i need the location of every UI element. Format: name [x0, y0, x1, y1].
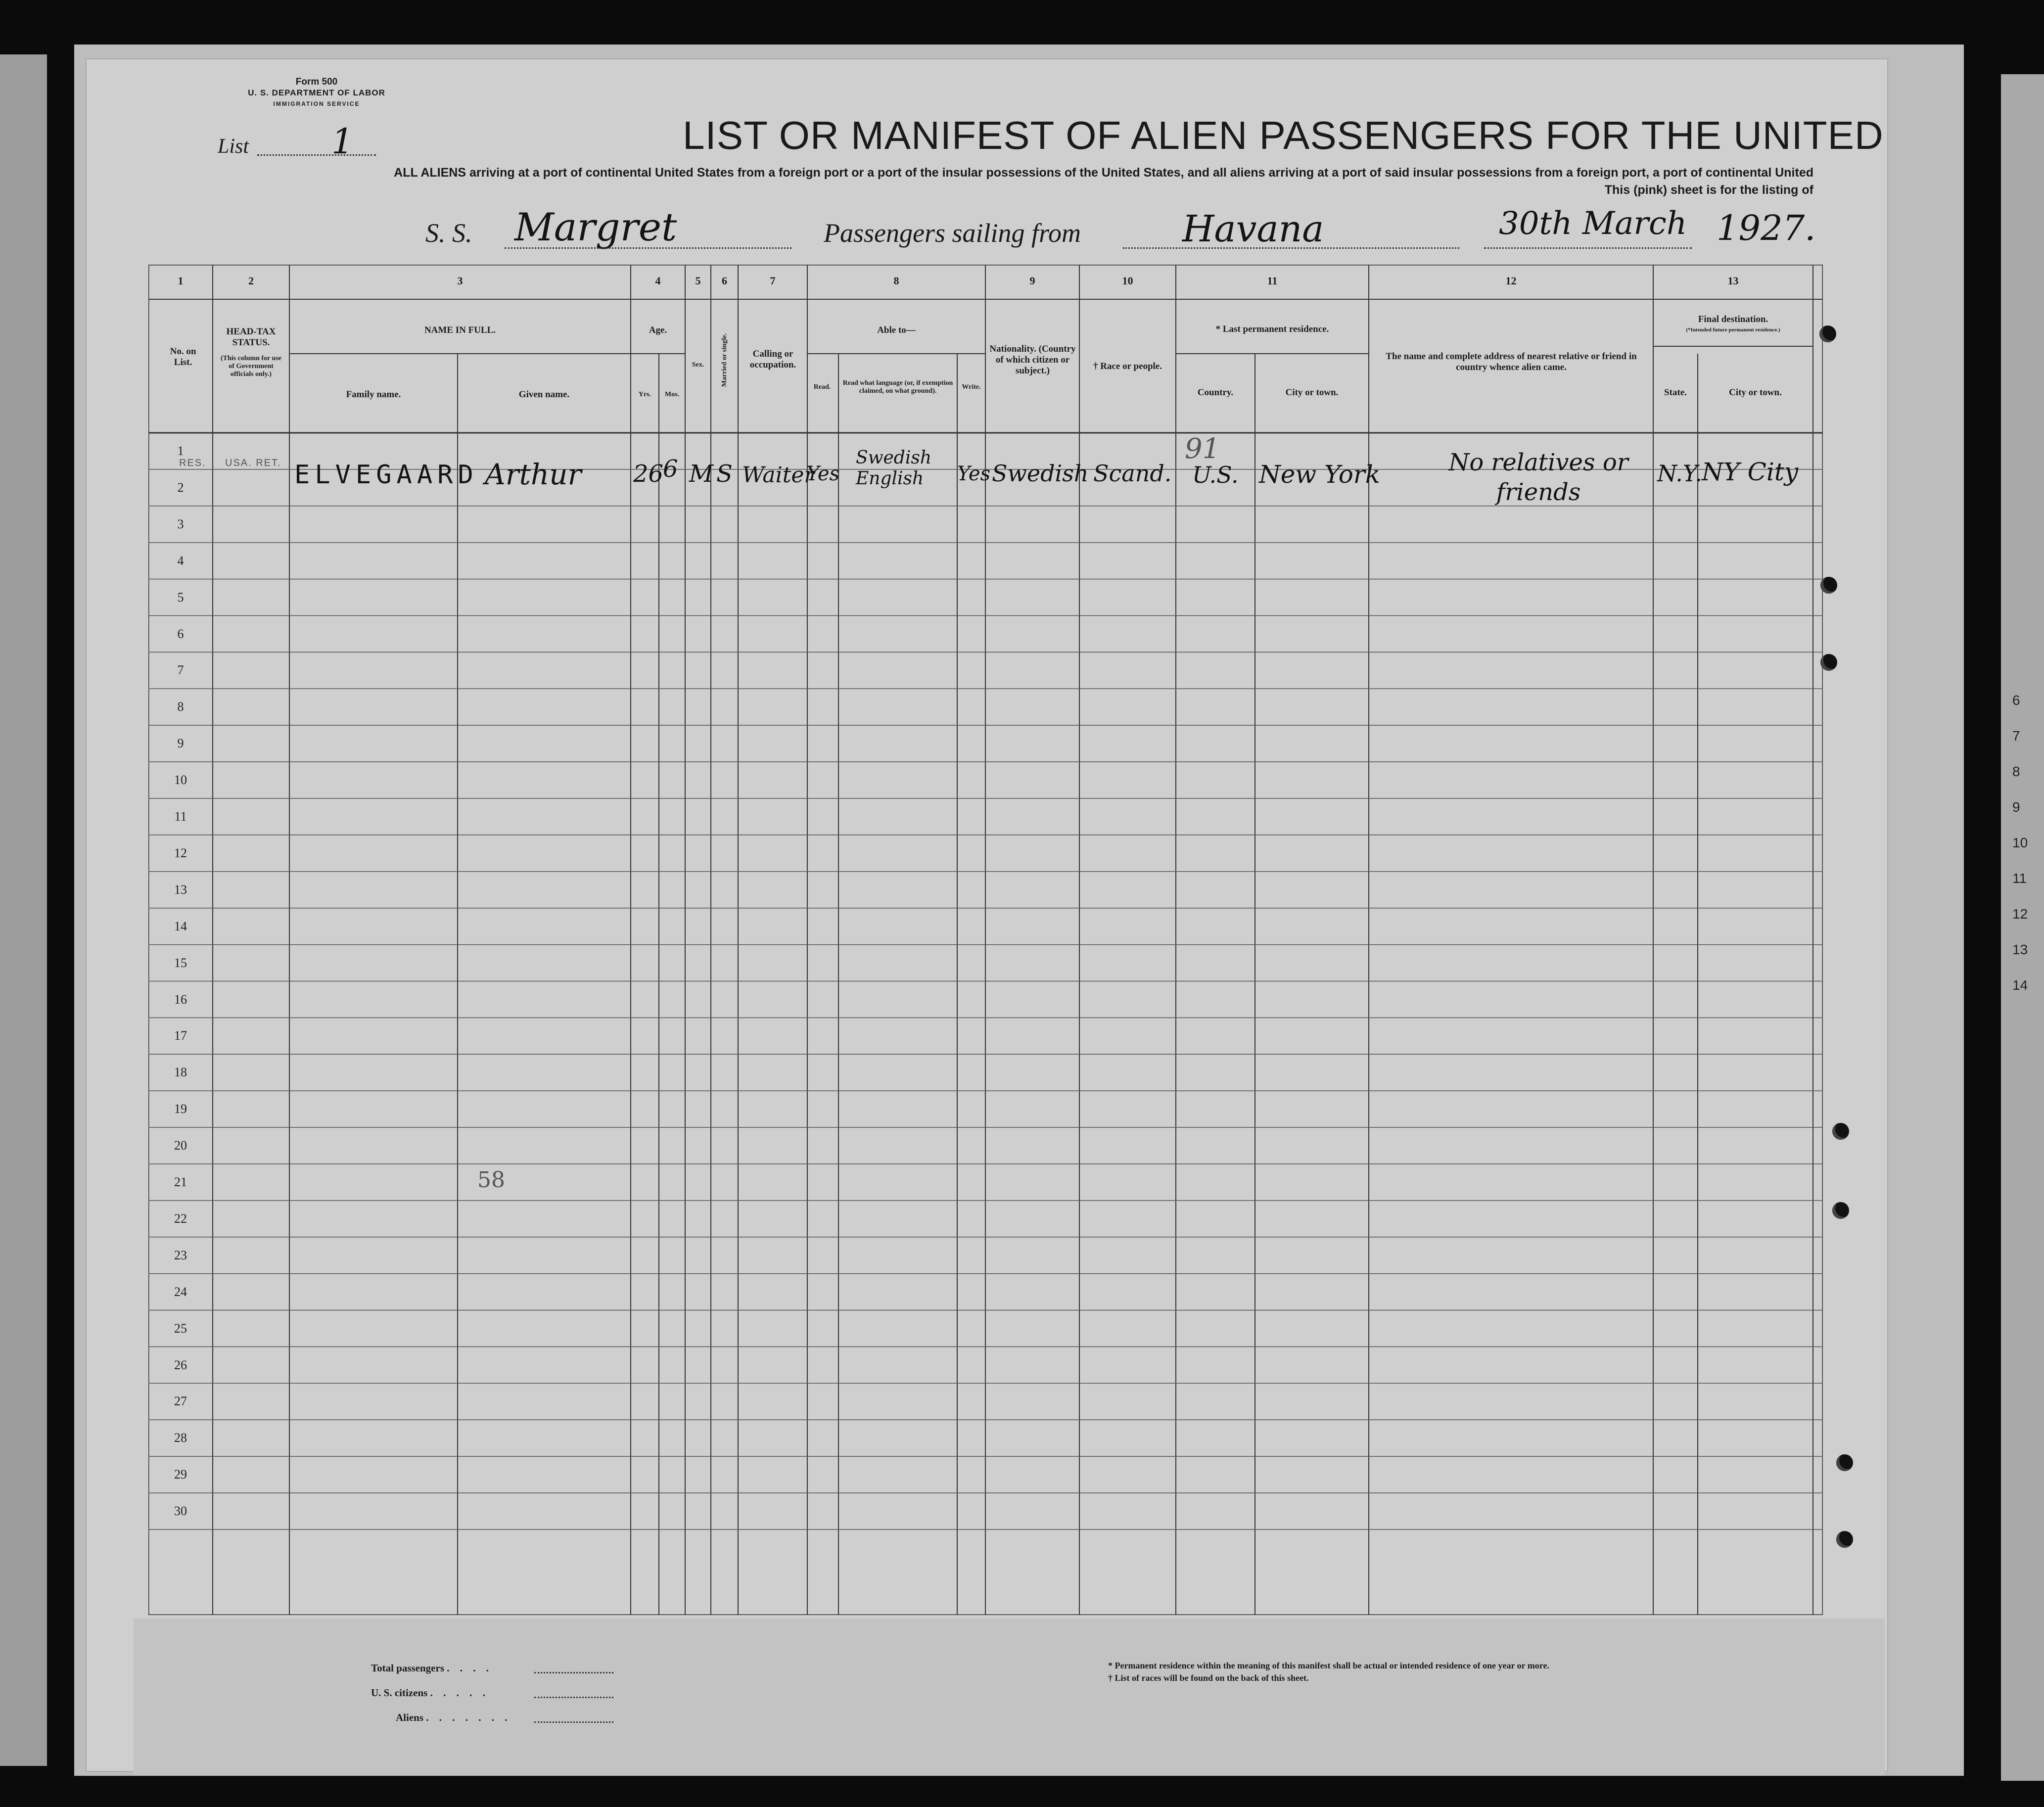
ship-name: Margret [514, 205, 677, 250]
row-number: 27 [174, 1394, 187, 1409]
entry-relative: No relatives or friends [1448, 449, 1628, 506]
header-family-name: Family name. [346, 389, 401, 400]
entry-country: U.S. [1192, 462, 1239, 488]
row-number: 24 [174, 1284, 187, 1299]
row-number: 4 [177, 553, 184, 568]
row-number: 17 [174, 1028, 187, 1043]
row-number: 26 [174, 1357, 187, 1372]
row-number: 11 [174, 809, 187, 824]
usa-ret-stamp: USA. RET. [225, 458, 281, 468]
row-number: 8 [177, 699, 184, 714]
adjacent-row-number: 7 [2012, 728, 2020, 743]
header-write: Write. [962, 383, 981, 391]
col-number-8: 8 [893, 275, 899, 287]
row-number: 20 [174, 1138, 187, 1153]
departure-port: Havana [1182, 208, 1324, 250]
header-calling: Calling or occupation. [749, 349, 796, 370]
entry-nationality: Swedish [992, 460, 1089, 487]
adjacent-row-number: 10 [2012, 835, 2028, 850]
punch-hole [1832, 1123, 1849, 1140]
row-number: 30 [174, 1504, 187, 1519]
header-read-language: Read what language (or, if exemption claimed, on what ground). [842, 379, 953, 395]
row-number: 19 [174, 1102, 187, 1116]
entry-given-name: Arthur [485, 458, 582, 491]
adjacent-page-right [2001, 74, 2044, 1781]
col-number-11: 11 [1267, 275, 1278, 287]
form-identification [218, 77, 416, 109]
adjacent-row-number: 14 [2012, 977, 2028, 993]
row-number: 29 [174, 1467, 187, 1482]
punch-hole [1832, 1202, 1849, 1219]
row-number: 7 [177, 663, 184, 678]
entry-occupation: Waiter [742, 463, 815, 488]
row-number: 21 [174, 1175, 187, 1189]
footer-total-passengers: Total passengers . . . . [371, 1662, 493, 1674]
manifest-table [148, 265, 1823, 1615]
footnote-residence: * Permanent residence within the meaning of this manifest shall be actual or intended residence of one year or more. [1108, 1661, 1549, 1670]
list-number: 1 [331, 121, 354, 162]
row-number: 22 [174, 1211, 187, 1226]
col-number-2: 2 [248, 275, 254, 287]
row-number: 28 [174, 1431, 187, 1445]
row-number: 6 [177, 626, 184, 641]
header-age: Age. [649, 325, 667, 335]
res-stamp: RES. [179, 458, 206, 468]
row-number: 5 [177, 590, 184, 604]
col-number-4: 4 [655, 275, 661, 287]
entry-age-years: 26 [633, 460, 664, 488]
header-nationality: Nationality. (Country of which citizen or subject.) [989, 344, 1076, 376]
adjacent-page-left [0, 54, 47, 1766]
departure-date: 30th March [1499, 205, 1687, 242]
row-number: 18 [174, 1065, 187, 1080]
row-number: 16 [174, 992, 187, 1007]
footnote-races: † List of races will be found on the back of this sheet. [1108, 1673, 1309, 1683]
row-number: 2 [177, 480, 184, 495]
row-number: 12 [174, 845, 187, 860]
aliens-label: Aliens [396, 1712, 424, 1723]
margin-mark: 58 [477, 1167, 505, 1193]
row-number: 23 [174, 1248, 187, 1262]
punch-hole [1820, 577, 1837, 594]
header-married-single: Married or single. [721, 333, 728, 387]
footer-aliens: Aliens . . . . . . . [396, 1712, 511, 1723]
total-passengers-label: Total passengers [371, 1662, 444, 1674]
col-number-13: 13 [1727, 275, 1739, 287]
header-relative: The name and complete address of nearest relative or friend in country whence alien came. [1386, 351, 1637, 372]
adjacent-row-number: 11 [2012, 871, 2027, 886]
page-title: LIST OR MANIFEST OF ALIEN PASSENGERS FOR THE UNITED [683, 113, 1884, 157]
footer-us-citizens: U. S. citizens . . . . . [371, 1687, 489, 1699]
service-name: IMMIGRATION SERVICE [273, 100, 360, 107]
header-sex: Sex. [692, 361, 704, 369]
sailing-label: Passengers sailing from [824, 218, 1081, 248]
punch-hole [1836, 1454, 1853, 1471]
col-number-5: 5 [695, 275, 701, 287]
header-final-destination: Final destination. [1698, 314, 1768, 324]
entry-marital-status: S [716, 460, 733, 488]
header-race: † Race or people. [1093, 361, 1162, 371]
instructions-line-1: ALL ALIENS arriving at a port of continental United States from a foreign port or a port of the insular possessions of the United States, and all aliens arriving at a port of said insular possessions from a foreign port, a port of continental United [394, 166, 1813, 180]
header-able-to: Able to— [877, 325, 916, 335]
adjacent-row-number: 6 [2012, 693, 2020, 708]
date-line [1484, 247, 1692, 249]
header-name-in-full: NAME IN FULL. [424, 325, 496, 335]
aliens-line [534, 1721, 613, 1723]
us-citizens-label: U. S. citizens [371, 1687, 428, 1699]
header-given-name: Given name. [518, 389, 570, 400]
instructions-line-2: This (pink) sheet is for the listing of [1604, 183, 1813, 197]
header-read: Read. [813, 383, 831, 391]
ship-prefix: S. S. [425, 218, 472, 248]
row-number: 3 [177, 516, 184, 531]
entry-age-months: 6 [663, 455, 678, 483]
header-age-mos: Mos. [664, 391, 680, 398]
adjacent-row-number: 9 [2012, 799, 2020, 815]
departure-year: 1927. [1717, 208, 1816, 248]
entry-annotation: 91 [1185, 433, 1220, 465]
col-number-7: 7 [770, 275, 776, 287]
header-final-note: (*Intended future permanent residence.) [1686, 327, 1780, 333]
header-age-yrs: Yrs. [638, 391, 651, 398]
entry-write: Yes [957, 463, 991, 485]
row-number: 1 [177, 444, 184, 458]
entry-family-name: ELVEGAARD [294, 460, 478, 490]
header-head-tax: HEAD-TAX STATUS. [226, 326, 276, 348]
row-number: 13 [174, 882, 187, 897]
us-citizens-line [534, 1697, 613, 1698]
entry-language: Swedish English [856, 448, 931, 489]
row-number: 14 [174, 919, 187, 933]
row-number: 9 [177, 736, 184, 751]
list-number-line [257, 154, 376, 156]
header-last-residence: * Last permanent residence. [1215, 324, 1329, 334]
col-number-1: 1 [178, 275, 184, 287]
entry-dest-city: NY City [1702, 458, 1799, 486]
col-number-10: 10 [1122, 275, 1133, 287]
header-dest-city: City or town. [1729, 387, 1782, 398]
col-number-9: 9 [1029, 275, 1035, 287]
adjacent-row-number: 13 [2012, 942, 2028, 957]
agency-name: U. S. DEPARTMENT OF LABOR [248, 88, 385, 97]
row-number: 15 [174, 955, 187, 970]
adjacent-row-number: 12 [2012, 906, 2028, 922]
list-label: List [218, 135, 249, 158]
punch-hole [1836, 1531, 1853, 1548]
entry-state: N.Y. [1657, 460, 1702, 487]
header-country: Country. [1197, 387, 1234, 398]
row-number: 10 [174, 773, 187, 788]
row-number: 25 [174, 1321, 187, 1336]
adjacent-row-number: 8 [2012, 764, 2020, 779]
entry-sex: M [689, 460, 714, 488]
ship-name-line [505, 247, 791, 249]
header-head-tax-note: (This column for use of Government officials only.) [220, 355, 282, 378]
punch-hole [1820, 654, 1837, 671]
form-number: Form 500 [295, 77, 338, 87]
header-state: State. [1664, 387, 1687, 398]
col-number-6: 6 [722, 275, 727, 287]
total-passengers-line [534, 1672, 613, 1673]
entry-race: Scand. [1093, 460, 1172, 487]
col-number-3: 3 [457, 275, 463, 287]
col-number-12: 12 [1505, 275, 1517, 287]
punch-hole [1819, 325, 1836, 342]
entry-city: New York [1259, 460, 1380, 489]
header-no-on-list: No. on List. [170, 346, 196, 368]
port-line [1123, 247, 1459, 249]
header-city: City or town. [1285, 387, 1339, 398]
entry-read: Yes [806, 463, 840, 485]
